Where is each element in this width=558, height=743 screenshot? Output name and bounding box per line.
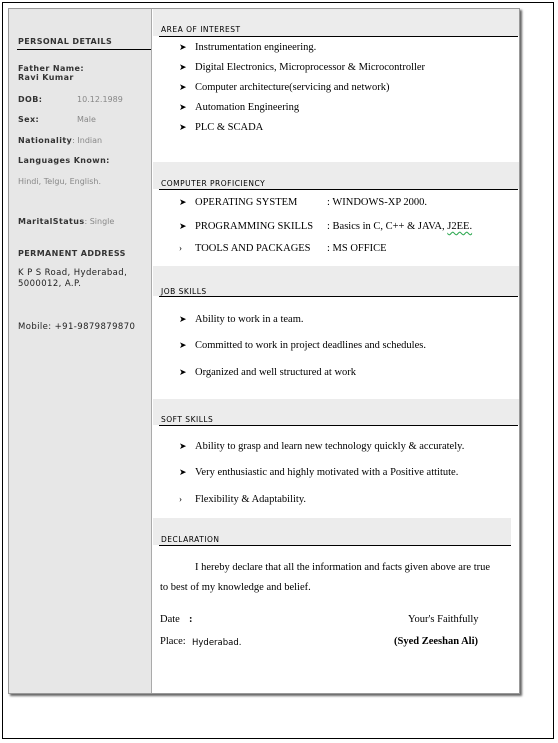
arrow-bullet-icon: ➤ [179,221,187,231]
interest-item: ➤ Automation Engineering [179,102,300,113]
job-rule [159,296,518,297]
main-column [153,9,519,693]
place-value: Hyderabad. [192,638,242,648]
declaration-rule [159,545,511,546]
arrow-bullet-icon: › [179,494,182,504]
interest-item: ➤ Computer architecture(servicing and network) [179,82,390,93]
dob-label: DOB: [18,95,43,104]
soft-item: ➤ Ability to grasp and learn new technology quickly & accurately. [179,441,465,452]
arrow-bullet-icon: › [179,243,182,253]
job-item: ➤ Organized and well structured at work [179,367,357,378]
interest-rule [159,36,518,37]
arrow-bullet-icon: ➤ [179,82,187,92]
proficiency-row: ➤ PROGRAMMING SKILLS : Basics in C, C++ & JAVA, J2EE. [179,221,473,232]
interest-title: AREA OF INTEREST [161,25,241,34]
soft-item: › Flexibility & Adaptability. [179,494,307,505]
closing-text: Your's Faithfully [408,614,479,625]
personal-details-sidebar [9,9,152,693]
address-title: PERMANENT ADDRESS [18,249,126,258]
marital-value: : Single [84,217,115,226]
marital-label: MaritalStatus [18,217,85,226]
sex-value: Male [77,115,96,124]
nationality-label: Nationality [18,136,73,145]
arrow-bullet-icon: ➤ [179,314,187,324]
interest-item: ➤ Digital Electronics, Microprocessor & Microcontroller [179,62,426,73]
job-item: ➤ Committed to work in project deadlines and schedules. [179,340,426,351]
proficiency-row: › TOOLS AND PACKAGES : MS OFFICE [179,243,387,254]
arrow-bullet-icon: ➤ [179,42,187,52]
languages-label: Languages Known: [18,156,110,165]
father-label: Father Name: [18,64,84,73]
arrow-bullet-icon: ➤ [179,441,187,451]
personal-details-title: PERSONAL DETAILS [18,37,113,46]
arrow-bullet-icon: ➤ [179,340,187,350]
personal-details-rule [17,49,151,50]
soft-title: SOFT SKILLS [161,415,214,424]
mobile-label: Mobile: [18,322,52,332]
date-colon: : [189,614,193,625]
job-item: ➤ Ability to work in a team. [179,314,304,325]
soft-item: ➤ Very enthusiastic and highly motivated with a Positive attitute. [179,467,459,478]
interest-item: ➤ PLC & SCADA [179,122,264,133]
mobile-value: +91-9879879870 [54,322,136,332]
arrow-bullet-icon: ➤ [179,122,187,132]
job-header-band [153,266,519,296]
dob-value: 10.12.1989 [77,95,123,104]
proficiency-row: ➤ OPERATING SYSTEM : WINDOWS-XP 2000. [179,197,428,208]
languages-value: Hindi, Telgu, English. [18,177,102,186]
address-line-1: K P S Road, Hyderabad, [18,268,128,278]
proficiency-rule [159,189,518,190]
declaration-line-2: to best of my knowledge and belief. [160,582,311,593]
proficiency-title: COMPUTER PROFICIENCY [161,179,266,188]
arrow-bullet-icon: ➤ [179,467,187,477]
arrow-bullet-icon: ➤ [179,197,187,207]
soft-rule [159,425,518,426]
date-label: Date [160,614,180,625]
interest-item: ➤ Instrumentation engineering. [179,42,317,53]
place-label: Place: [160,636,186,647]
arrow-bullet-icon: ➤ [179,367,187,377]
declaration-line-1: I hereby declare that all the information and facts given above are true [195,562,491,573]
signature-name: (Syed Zeeshan Ali) [394,636,479,647]
father-value: Ravi Kumar [18,73,74,82]
declaration-title: DECLARATION [161,535,220,544]
sex-label: Sex: [18,115,40,124]
job-title: JOB SKILLS [161,287,207,296]
arrow-bullet-icon: ➤ [179,62,187,72]
nationality-value: : Indian [72,136,103,145]
arrow-bullet-icon: ➤ [179,102,187,112]
address-line-2: 5000012, A.P. [18,279,82,289]
